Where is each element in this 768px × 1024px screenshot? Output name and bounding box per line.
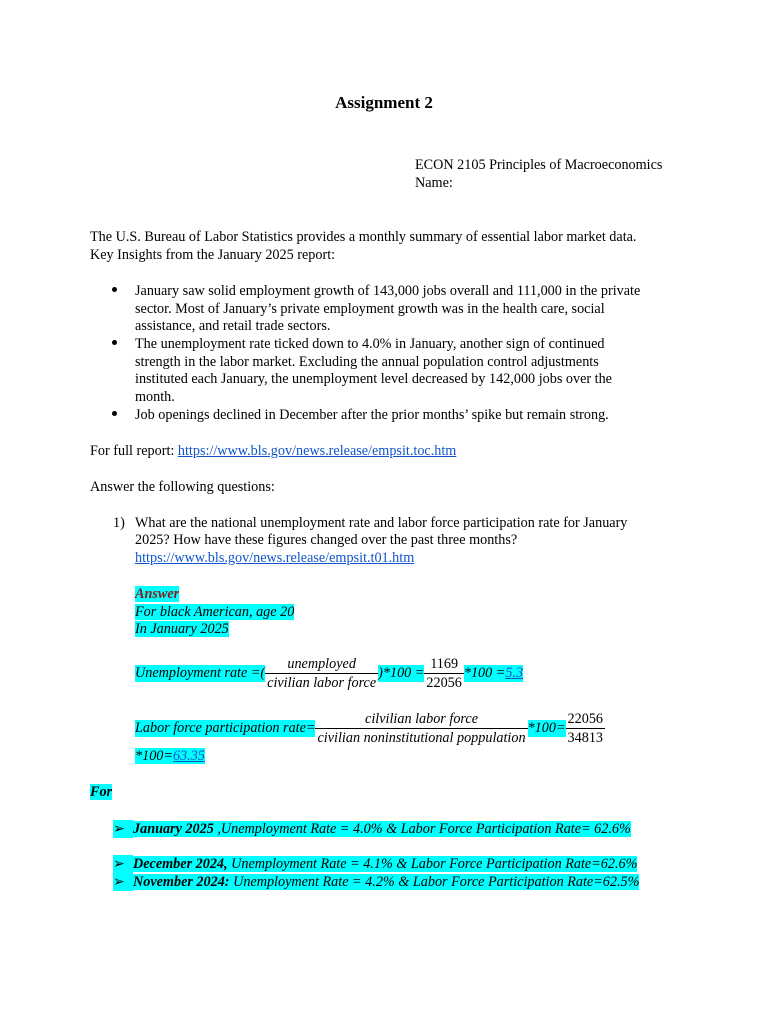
lfpr-result: 63.35 [172,748,205,764]
month-name: November 2024: [133,874,230,890]
bullet-2-line-4: month. [135,389,175,405]
fraction-numerator: 22056 [567,711,603,727]
month-item-december [113,855,637,873]
fraction-denominator: civilian noninstitutional poppulation [317,730,526,746]
unemployment-prefix: Unemployment rate =( [135,665,266,681]
question-1-number: 1) [113,515,125,531]
unemployment-mid: )*100 = [378,665,425,681]
fraction-numerator: cilvilian labor force [315,710,527,729]
bullet-icon [112,287,117,292]
answer-period-text: In January 2025 [135,621,229,637]
lfpr-fraction [315,710,527,747]
full-report-link[interactable]: https://www.bls.gov/news.release/empsit.toc.htm [177,443,457,459]
unemployment-value-fraction [424,655,463,692]
arrow-bullet-icon: ➢ [113,873,133,891]
month-stats: Unemployment Rate = 4.1% & Labor Force Participation Rate=62.6% [227,856,638,872]
bullet-icon [112,340,117,345]
lfpr-equation [135,710,605,747]
question-1-line-1: What are the national unemployment rate and labor force participation rate for January [135,515,628,531]
for-label: For [90,784,113,800]
month-name: January 2025 [133,821,214,837]
lfpr-mid: *100= [527,720,566,736]
intro-line-2: Key Insights from the January 2025 report: [90,247,336,263]
bullet-1-line-2: sector. Most of January’s private employment growth was in the health care, social [135,301,605,317]
bullet-2-line-1: The unemployment rate ticked down to 4.0% in January, another sign of continued [135,336,605,352]
unemployment-result: 5.3 [505,665,524,681]
answer-label: Answer [135,586,180,602]
answer-line-1 [135,603,294,621]
month-item-january [113,820,631,838]
fraction-denominator: civilian labor force [267,675,377,691]
month-stats: Unemployment Rate = 4.2% & Labor Force Participation Rate=62.5% [229,874,640,890]
for-heading [90,783,112,801]
fraction-numerator: unemployed [265,655,378,674]
arrow-bullet-icon: ➢ [113,855,133,873]
lfpr-value-fraction [566,710,605,747]
bullet-2-line-2: strength in the labor market. Excluding the annual population control adjustments [135,354,599,370]
unemployment-fraction [265,655,378,692]
name-label: Name: [415,175,453,191]
fraction-denominator: 22056 [426,675,462,691]
answer-prompt: Answer the following questions: [90,479,275,495]
answer-group-text: For black American, age 20 [135,604,295,620]
course-name: ECON 2105 Principles of Macroeconomics [415,157,663,173]
unemployment-suffix: *100 = [463,665,506,681]
bullet-icon [112,411,117,416]
bullet-2-line-3: instituted each January, the unemployment level decreased by 142,000 jobs over the [135,371,612,387]
month-item-november [113,873,639,891]
unemployment-equation [135,655,523,692]
question-1-link[interactable]: https://www.bls.gov/news.release/empsit.t01.htm [135,550,415,566]
month-name: December 2024, [133,856,228,872]
fraction-denominator: 34813 [567,730,603,746]
full-report-label: For full report: [90,443,178,459]
fraction-numerator: 1169 [424,655,463,674]
month-stats: ,Unemployment Rate = 4.0% & Labor Force Participation Rate= 62.6% [213,821,631,837]
lfpr-continuation [135,747,205,765]
intro-line-1: The U.S. Bureau of Labor Statistics provides a monthly summary of essential labor market data. [90,229,637,245]
question-1-link-line [135,549,414,567]
answer-line-2 [135,620,229,638]
full-report-line [90,442,456,460]
bullet-1-line-3: assistance, and retail trade sectors. [135,318,331,334]
lfpr-cont-prefix: *100= [135,748,173,764]
answer-heading [135,585,179,603]
bullet-1-line-1: January saw solid employment growth of 143,000 jobs overall and 111,000 in the private [135,283,641,299]
bullet-3-line-1: Job openings declined in December after the prior months’ spike but remain strong. [135,407,609,423]
question-1-line-2: 2025? How have these figures changed over the past three months? [135,532,518,548]
document-title: Assignment 2 [335,93,433,112]
lfpr-prefix: Labor force participation rate= [135,720,316,736]
arrow-bullet-icon: ➢ [113,820,133,838]
